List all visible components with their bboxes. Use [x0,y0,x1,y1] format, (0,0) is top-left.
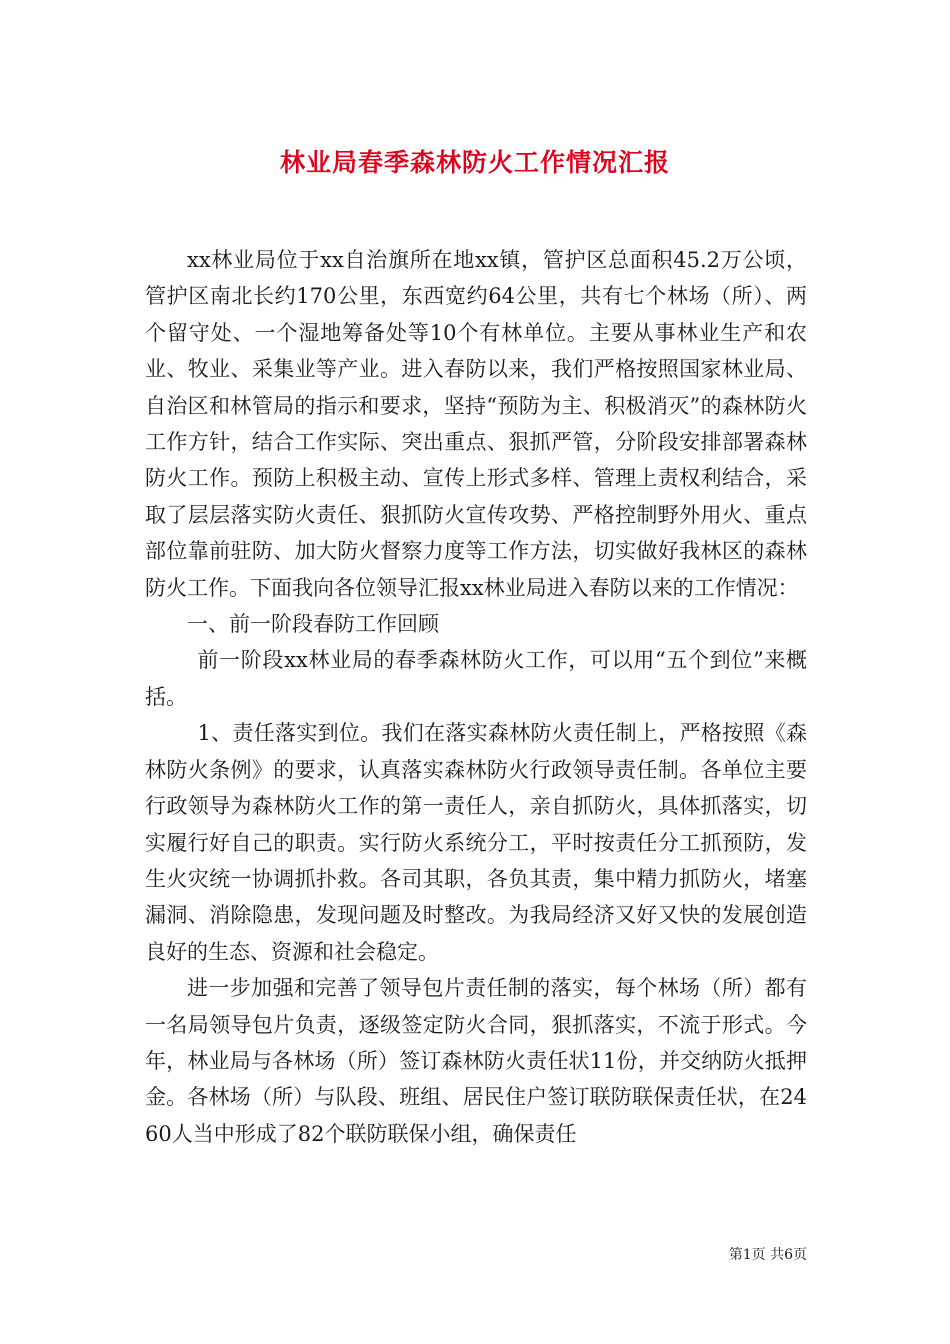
document-title: 林业局春季森林防火工作情况汇报 [279,147,670,177]
page-number: 第1页 共6页 [728,1247,807,1263]
document-body [145,242,807,1152]
paragraph-intro: xx林业局位于xx自治旗所在地xx镇，管护区总面积45.2万公顷，管护区南北长约170公里，东西宽约64公里，共有七个林场（所）、两个留守处、一个湿地筹备处等10个有林单位。主要从事林业生产和农业、牧业、采集业等产业。进入春防以来，我们严格按照国家林业局、自治区和林管局的指示和要求，坚持“预防为主、积极消灭”的森林防火工作方针，结合工作实际、突出重点、狠抓严管，分阶段安排部署森林防火工作。预防上积极主动、宣传上形式多样、管理上责权利结合，采取了层层落实防火责任、狠抓防火宣传攻势、严格控制野外用火、重点部位靠前驻防、加大防火督察力度等工作方法，切实做好我林区的森林防火工作。下面我向各位领导汇报xx林业局进入春防以来的工作情况： [145,248,807,600]
paragraph-leadership: 进一步加强和完善了领导包片责任制的落实，每个林场（所）都有一名局领导包片负责，逐级签定防火合同，狠抓落实，不流于形式。今年，林业局与各林场（所）签订森林防火责任状11份，并交纳防火抵押金。各林场（所）与队段、班组、居民住户签订联防联保责任状，在2460人当中形成了82个联防联保小组，确保责任 [145,976,807,1146]
section-heading-review: 一、前一阶段春防工作回顾 [187,612,439,637]
paragraph-responsibility: 1、责任落实到位。我们在落实森林防火责任制上，严格按照《森林防火条例》的要求，认真落实森林防火行政领导责任制。各单位主要行政领导为森林防火工作的第一责任人，亲自抓防火，具体抓落实，切实履行好自己的职责。实行防火系统分工，平时按责任分工抓预防，发生火灾统一协调抓扑救。各司其职，各负其责，集中精力抓防火，堵塞漏洞、消除隐患，发现问题及时整改。为我局经济又好又快的发展创造良好的生态、资源和社会稳定。 [145,721,807,964]
paragraph-five-points: 前一阶段xx林业局的春季森林防火工作，可以用“五个到位”来概括。 [145,648,807,709]
